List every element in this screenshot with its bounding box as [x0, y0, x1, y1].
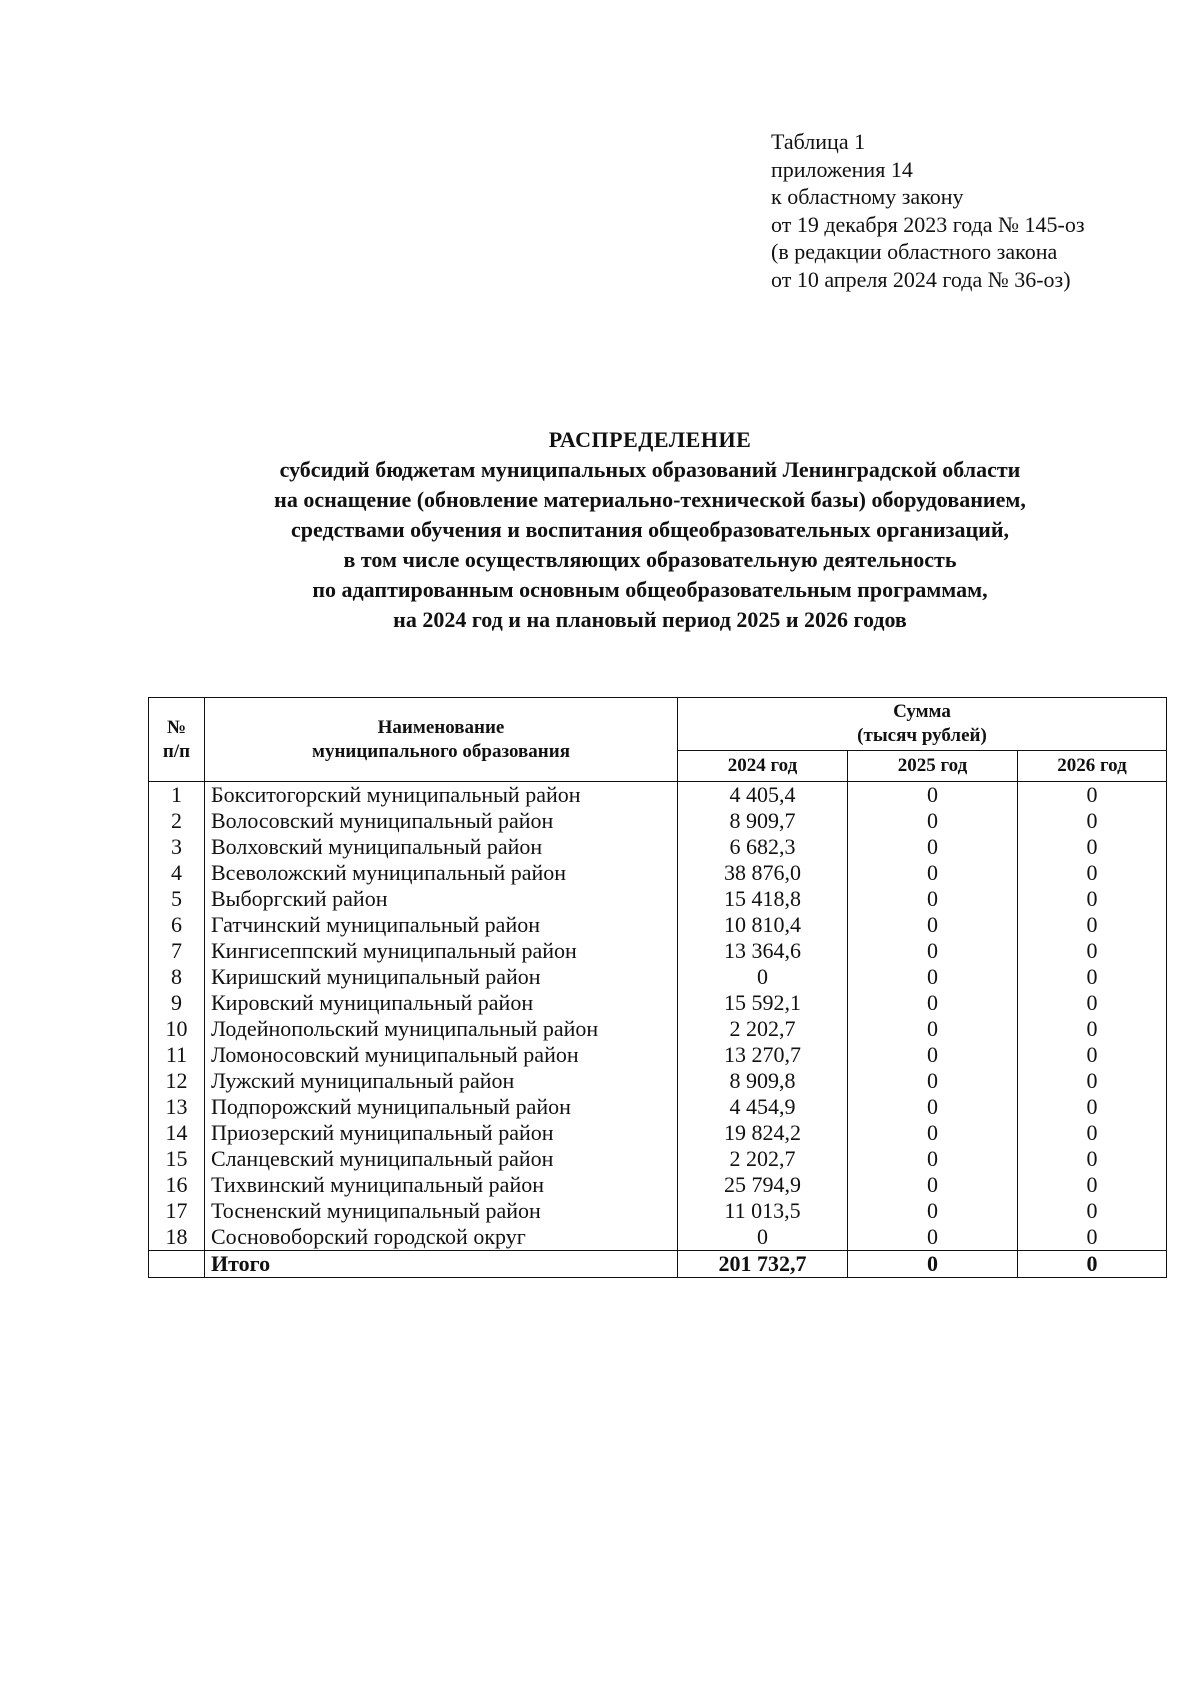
row-sum-2026: 0 — [1018, 964, 1167, 990]
row-municipality-name: Лужский муниципальный район — [205, 1068, 678, 1094]
row-number: 1 — [149, 782, 205, 809]
header-sum-line2: (тысяч рублей) — [857, 725, 987, 746]
row-sum-2025: 0 — [848, 782, 1018, 809]
row-municipality-name: Кировский муниципальный район — [205, 990, 678, 1016]
attachment-line: (в редакции областного закона — [771, 239, 1058, 264]
header-year-2026: 2026 год — [1018, 751, 1167, 782]
title-line: в том числе осуществляющих образовательную деятельность — [343, 547, 957, 572]
row-sum-2026: 0 — [1018, 990, 1167, 1016]
row-sum-2025: 0 — [848, 1224, 1018, 1251]
row-sum-2025: 0 — [848, 1042, 1018, 1068]
row-sum-2026: 0 — [1018, 860, 1167, 886]
row-number: 7 — [149, 938, 205, 964]
row-municipality-name: Лодейнопольский муниципальный район — [205, 1016, 678, 1042]
attachment-line: Таблица 1 — [771, 129, 866, 154]
row-number: 12 — [149, 1068, 205, 1094]
table-row — [149, 1172, 1167, 1198]
row-number: 5 — [149, 886, 205, 912]
row-sum-2024: 19 824,2 — [678, 1120, 848, 1146]
row-municipality-name: Кингисеппский муниципальный район — [205, 938, 678, 964]
title-line: субсидий бюджетам муниципальных образований Ленинградской области — [279, 457, 1021, 482]
row-sum-2024: 2 202,7 — [678, 1016, 848, 1042]
distribution-table — [148, 697, 1167, 1278]
row-municipality-name: Волховский муниципальный район — [205, 834, 678, 860]
row-sum-2026: 0 — [1018, 1042, 1167, 1068]
header-number — [149, 698, 205, 782]
attachment-reference — [771, 128, 1085, 293]
attachment-line: от 10 апреля 2024 года № 36-оз) — [771, 266, 1071, 292]
row-number: 11 — [149, 1042, 205, 1068]
table-row — [149, 1094, 1167, 1120]
table-row — [149, 782, 1167, 809]
table-row — [149, 1198, 1167, 1224]
header-name-line1: Наименование — [377, 716, 505, 738]
table-row — [149, 860, 1167, 886]
row-sum-2025: 0 — [848, 1016, 1018, 1042]
row-sum-2025: 0 — [848, 938, 1018, 964]
table-row — [149, 886, 1167, 912]
row-sum-2024: 15 592,1 — [678, 990, 848, 1016]
table-row — [149, 1068, 1167, 1094]
row-number: 18 — [149, 1224, 205, 1251]
row-sum-2024: 13 270,7 — [678, 1042, 848, 1068]
row-sum-2024: 2 202,7 — [678, 1146, 848, 1172]
table-row — [149, 1016, 1167, 1042]
row-sum-2024: 0 — [678, 964, 848, 990]
row-sum-2024: 10 810,4 — [678, 912, 848, 938]
total-row — [149, 1251, 1167, 1278]
title-line: по адаптированным основным общеобразовательным программам, — [312, 577, 988, 602]
row-sum-2026: 0 — [1018, 1146, 1167, 1172]
row-municipality-name: Сосновоборский городской округ — [205, 1224, 678, 1251]
row-sum-2024: 6 682,3 — [678, 834, 848, 860]
row-sum-2025: 0 — [848, 912, 1018, 938]
title-line: средствами обучения и воспитания общеобразовательных организаций, — [290, 517, 1010, 542]
table-row — [149, 1146, 1167, 1172]
row-sum-2026: 0 — [1018, 1120, 1167, 1146]
row-sum-2025: 0 — [848, 860, 1018, 886]
row-sum-2026: 0 — [1018, 834, 1167, 860]
row-sum-2026: 0 — [1018, 1068, 1167, 1094]
row-number: 10 — [149, 1016, 205, 1042]
row-sum-2026: 0 — [1018, 912, 1167, 938]
row-sum-2026: 0 — [1018, 938, 1167, 964]
row-sum-2025: 0 — [848, 1068, 1018, 1094]
row-municipality-name: Тихвинский муниципальный район — [205, 1172, 678, 1198]
attachment-line: к областному закону — [771, 184, 964, 209]
total-sum-2024: 201 732,7 — [678, 1251, 848, 1278]
row-sum-2026: 0 — [1018, 1198, 1167, 1224]
header-year-2024: 2024 год — [678, 751, 848, 782]
row-number: 2 — [149, 808, 205, 834]
attachment-line: от 19 декабря 2023 года № 145-оз — [771, 211, 1085, 237]
header-name — [205, 698, 678, 782]
row-municipality-name: Гатчинский муниципальный район — [205, 912, 678, 938]
row-sum-2026: 0 — [1018, 1172, 1167, 1198]
row-sum-2025: 0 — [848, 1146, 1018, 1172]
row-sum-2025: 0 — [848, 1198, 1018, 1224]
row-municipality-name: Киришский муниципальный район — [205, 964, 678, 990]
row-sum-2024: 38 876,0 — [678, 860, 848, 886]
row-sum-2024: 13 364,6 — [678, 938, 848, 964]
row-sum-2026: 0 — [1018, 886, 1167, 912]
row-sum-2024: 8 909,8 — [678, 1068, 848, 1094]
total-sum-2026: 0 — [1018, 1251, 1167, 1278]
row-municipality-name: Тосненский муниципальный район — [205, 1198, 678, 1224]
table-row — [149, 1224, 1167, 1251]
row-sum-2024: 4 454,9 — [678, 1094, 848, 1120]
row-sum-2026: 0 — [1018, 1016, 1167, 1042]
row-municipality-name: Выборгский район — [205, 886, 678, 912]
row-number: 16 — [149, 1172, 205, 1198]
row-number: 15 — [149, 1146, 205, 1172]
total-number-cell — [149, 1251, 205, 1278]
row-number: 4 — [149, 860, 205, 886]
header-number-line2: п/п — [162, 740, 191, 762]
row-sum-2024: 4 405,4 — [678, 782, 848, 809]
row-sum-2026: 0 — [1018, 808, 1167, 834]
title-main: РАСПРЕДЕЛЕНИЕ — [548, 427, 752, 452]
row-number: 9 — [149, 990, 205, 1016]
row-number: 14 — [149, 1120, 205, 1146]
table-row — [149, 964, 1167, 990]
row-sum-2024: 25 794,9 — [678, 1172, 848, 1198]
row-municipality-name: Бокситогорский муниципальный район — [205, 782, 678, 809]
row-sum-2024: 8 909,7 — [678, 808, 848, 834]
table-row — [149, 834, 1167, 860]
row-sum-2025: 0 — [848, 1172, 1018, 1198]
row-municipality-name: Всеволожский муниципальный район — [205, 860, 678, 886]
row-sum-2025: 0 — [848, 886, 1018, 912]
document-title — [100, 425, 1200, 635]
table-row — [149, 912, 1167, 938]
row-sum-2026: 0 — [1018, 782, 1167, 809]
row-sum-2025: 0 — [848, 990, 1018, 1016]
table-row — [149, 1120, 1167, 1146]
table-row — [149, 990, 1167, 1016]
attachment-line: приложения 14 — [771, 156, 913, 182]
row-sum-2025: 0 — [848, 1094, 1018, 1120]
row-sum-2024: 15 418,8 — [678, 886, 848, 912]
header-sum-line1: Сумма — [893, 701, 951, 722]
table-row — [149, 1042, 1167, 1068]
row-municipality-name: Подпорожский муниципальный район — [205, 1094, 678, 1120]
row-sum-2025: 0 — [848, 834, 1018, 860]
header-number-line1: № — [166, 716, 187, 738]
row-municipality-name: Сланцевский муниципальный район — [205, 1146, 678, 1172]
row-sum-2024: 0 — [678, 1224, 848, 1251]
row-sum-2025: 0 — [848, 964, 1018, 990]
row-municipality-name: Приозерский муниципальный район — [205, 1120, 678, 1146]
total-label: Итого — [205, 1251, 678, 1278]
header-name-line2: муниципального образования — [312, 740, 570, 762]
row-sum-2025: 0 — [848, 1120, 1018, 1146]
row-municipality-name: Волосовский муниципальный район — [205, 808, 678, 834]
header-sum — [678, 698, 1167, 751]
row-number: 6 — [149, 912, 205, 938]
row-sum-2025: 0 — [848, 808, 1018, 834]
row-number: 17 — [149, 1198, 205, 1224]
table-body — [149, 782, 1167, 1278]
row-number: 13 — [149, 1094, 205, 1120]
title-line: на 2024 год и на плановый период 2025 и 2026 годов — [393, 607, 907, 632]
row-municipality-name: Ломоносовский муниципальный район — [205, 1042, 678, 1068]
title-line: на оснащение (обновление материально-технической базы) оборудованием, — [274, 487, 1026, 512]
row-number: 3 — [149, 834, 205, 860]
table-row — [149, 808, 1167, 834]
row-sum-2026: 0 — [1018, 1094, 1167, 1120]
total-sum-2025: 0 — [848, 1251, 1018, 1278]
row-sum-2024: 11 013,5 — [678, 1198, 848, 1224]
table-row — [149, 938, 1167, 964]
row-sum-2026: 0 — [1018, 1224, 1167, 1251]
row-number: 8 — [149, 964, 205, 990]
header-year-2025: 2025 год — [848, 751, 1018, 782]
